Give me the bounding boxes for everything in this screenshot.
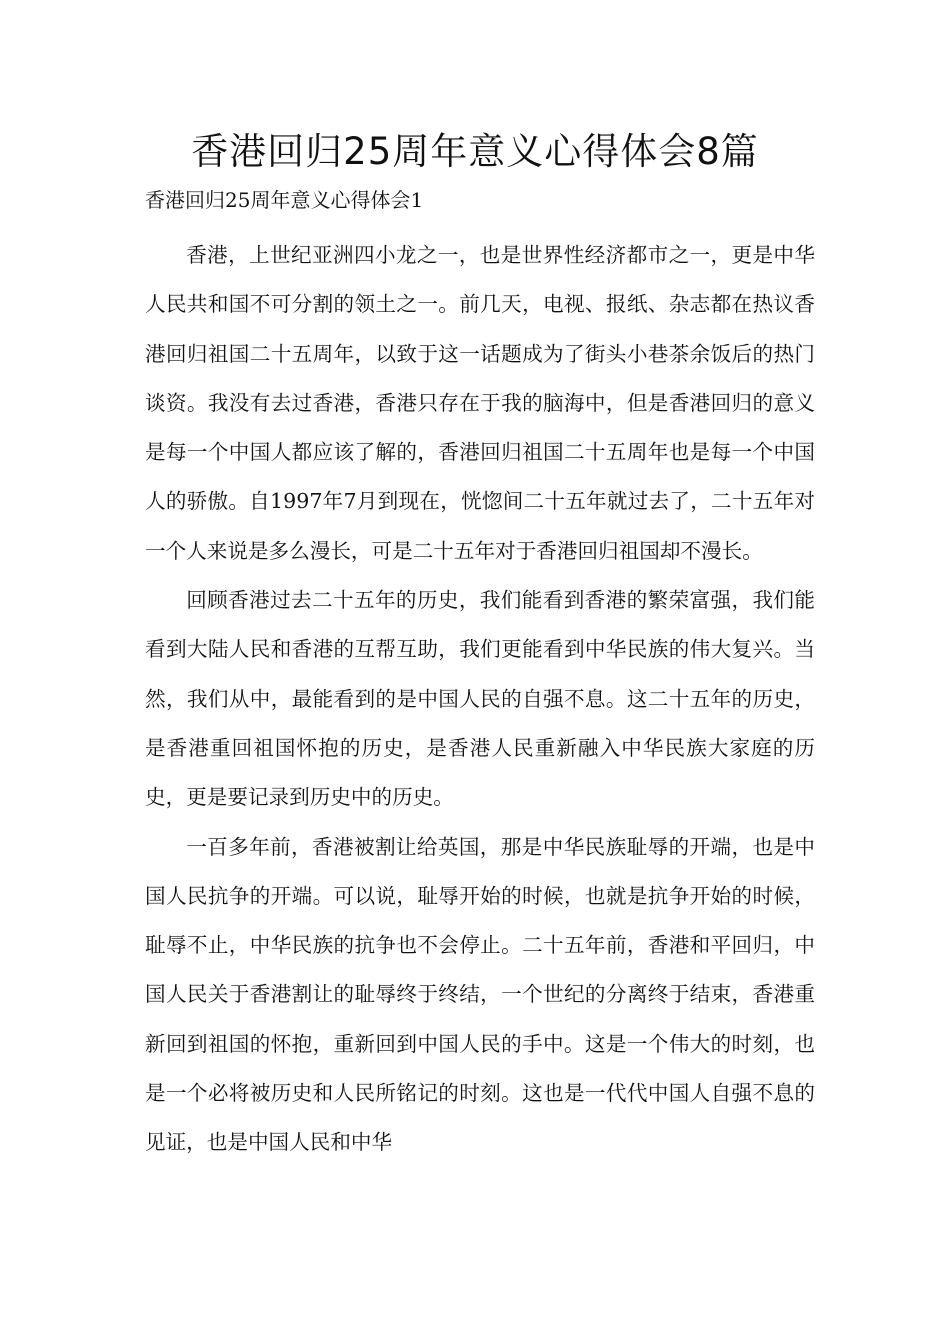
document-body	[145, 231, 815, 1168]
paragraph-3: 一百多年前，香港被割让给英国，那是中华民族耻辱的开端，也是中国人民抗争的开端。可以说，耻辱开始的时候，也就是抗争开始的时候，耻辱不止，中华民族的抗争也不会停止。二十五年前，香港和平回归，中国人民关于香港割让的耻辱终于终结，一个世纪的分离终于结束，香港重新回到祖国的怀抱，重新回到中国人民的手中。这是一个伟大的时刻，也是一个必将被历史和人民所铭记的时刻。这也是一代代中国人自强不息的见证，也是中国人民和中华	[145, 834, 815, 1155]
section-heading: 香港回归25周年意义心得体会1	[145, 188, 424, 212]
document-title: 香港回归25周年意义心得体会8篇	[191, 130, 759, 173]
paragraph-1: 香港，上世纪亚洲四小龙之一，也是世界性经济都市之一，更是中华人民共和国不可分割的领土之一。前几天，电视、报纸、杂志都在热议香港回归祖国二十五周年，以致于这一话题成为了街头小巷茶余饭后的热门谈资。我没有去过香港，香港只存在于我的脑海中，但是香港回归的意义是每一个中国人都应该了解的，香港回归祖国二十五周年也是每一个中国人的骄傲。自1997年7月到现在，恍惚间二十五年就过去了，二十五年对一个人来说是多么漫长，可是二十五年对于香港回归祖国却不漫长。	[145, 243, 815, 563]
paragraph-2: 回顾香港过去二十五年的历史，我们能看到香港的繁荣富强，我们能看到大陆人民和香港的互帮互助，我们更能看到中华民族的伟大复兴。当然，我们从中，最能看到的是中国人民的自强不息。这二十五年的历史，是香港重回祖国怀抱的历史，是香港人民重新融入中华民族大家庭的历史，更是要记录到历史中的历史。	[145, 588, 815, 810]
